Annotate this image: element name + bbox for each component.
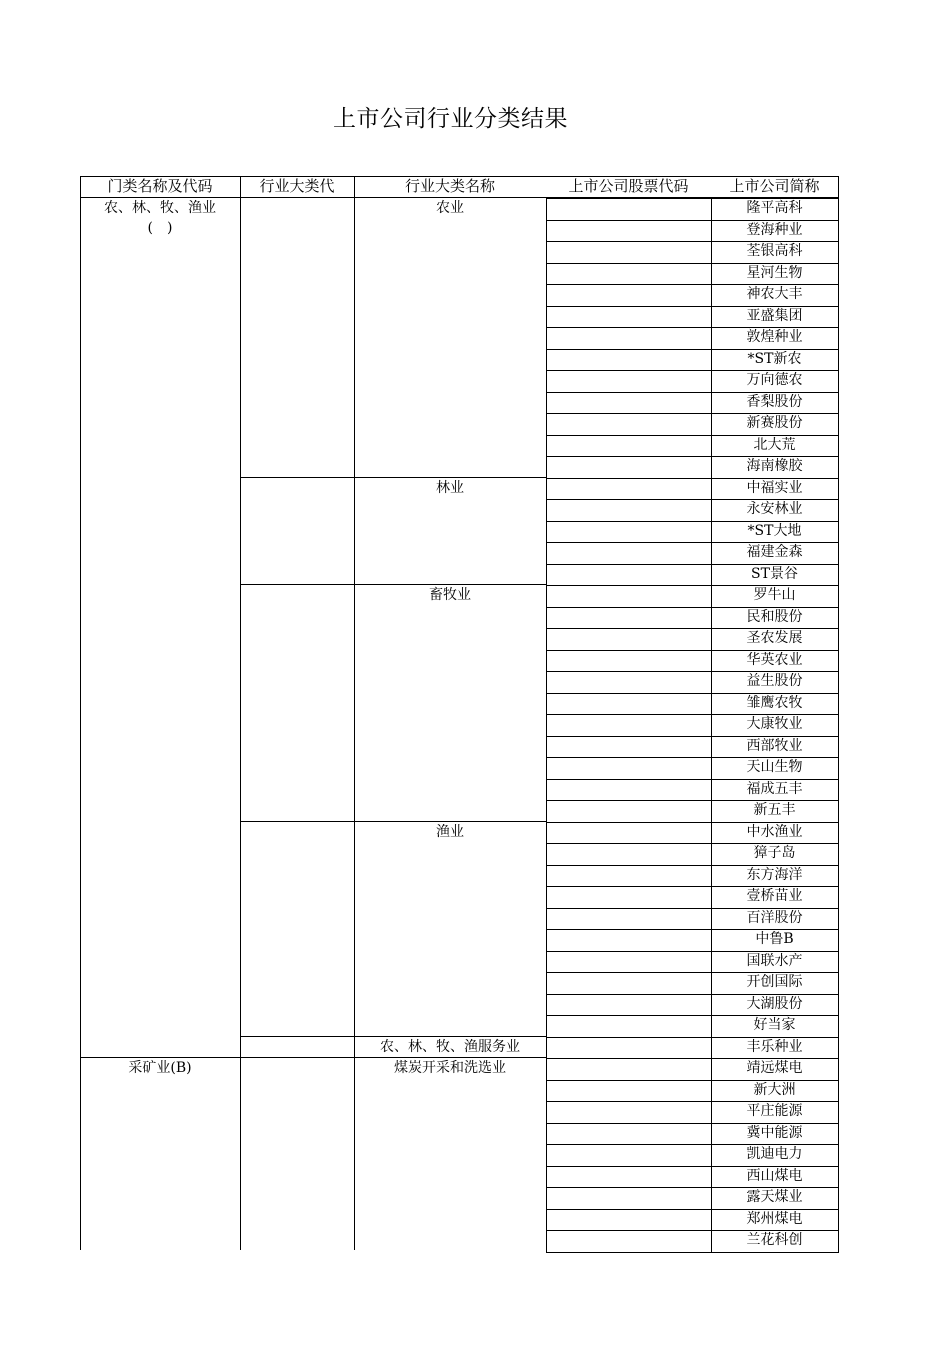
industry-name: 渔业 [436, 823, 464, 840]
industry-name: 煤炭开采和洗选业 [394, 1060, 506, 1076]
cell-border [838, 1123, 839, 1145]
cell-border [838, 757, 839, 779]
company-name: 永安林业 [746, 501, 803, 517]
cell-border [838, 886, 839, 908]
cell-border [546, 478, 547, 500]
row-border [546, 1252, 839, 1253]
company-name: 星河生物 [746, 264, 803, 281]
company-name: 圣农发展 [746, 630, 803, 646]
cell-border [546, 1080, 547, 1102]
cell-border [546, 1123, 547, 1145]
company-name: 百洋股份 [746, 909, 803, 926]
column-border [838, 176, 839, 198]
cell-border [838, 994, 839, 1016]
company-name: 獐子岛 [753, 845, 796, 861]
cell-border [546, 1209, 547, 1231]
cell-border [546, 929, 547, 951]
cell-border [838, 435, 839, 457]
company-name: 北大荒 [753, 436, 796, 453]
company-name: *ST新农 [747, 350, 802, 367]
cell-border [546, 370, 547, 392]
cell-border [546, 499, 547, 521]
cell-border [546, 521, 547, 543]
cell-border [838, 822, 839, 844]
industry-name: 农业 [436, 200, 464, 216]
company-name: 好当家 [753, 1017, 796, 1033]
company-name: 平庄能源 [746, 1103, 803, 1119]
cell-border [838, 1230, 839, 1252]
page-title: 上市公司行业分类结果 [333, 106, 568, 132]
cell-border [838, 1144, 839, 1166]
cell-border [546, 1230, 547, 1252]
cell-border [838, 1101, 839, 1123]
cell-border [546, 886, 547, 908]
cell-border [838, 671, 839, 693]
cell-border [546, 564, 547, 586]
cell-border [838, 714, 839, 736]
cell-border [838, 241, 839, 263]
cell-border [546, 306, 547, 328]
column-header: 行业大类代 [259, 177, 335, 195]
cell-border [838, 929, 839, 951]
cell-border [546, 1058, 547, 1080]
cell-border [546, 693, 547, 715]
column-header: 门类名称及代码 [107, 177, 213, 195]
cell-border [546, 392, 547, 414]
cell-border [546, 435, 547, 457]
cell-border [546, 241, 547, 263]
cell-border [546, 972, 547, 994]
company-name: 华英农业 [746, 651, 803, 668]
company-name: 福建金森 [746, 544, 803, 560]
cell-border [838, 607, 839, 629]
cell-border [546, 757, 547, 779]
company-name: 郑州煤电 [746, 1210, 803, 1227]
column-header: 上市公司股票代码 [568, 177, 689, 195]
cell-border [546, 327, 547, 349]
cell-border [838, 628, 839, 650]
company-name: 罗牛山 [753, 587, 796, 603]
cell-border [546, 951, 547, 973]
column-border [80, 176, 81, 1250]
cell-border [546, 865, 547, 887]
cell-border [838, 499, 839, 521]
company-name: 西部牧业 [746, 737, 803, 754]
cell-border [546, 1166, 547, 1188]
column-header: 上市公司简称 [729, 177, 820, 195]
company-name: 中福实业 [746, 479, 803, 496]
company-name: 神农大丰 [746, 286, 803, 302]
cell-border [838, 650, 839, 672]
company-name: *ST大地 [747, 522, 802, 539]
cell-border [838, 693, 839, 715]
cell-border [546, 542, 547, 564]
cell-border [546, 1144, 547, 1166]
cell-border [546, 456, 547, 478]
cell-border [546, 908, 547, 930]
cell-border [546, 607, 547, 629]
section-name: 采矿业(B) [128, 1060, 192, 1076]
cell-border [838, 198, 839, 220]
cell-border [838, 1080, 839, 1102]
industry-name: 畜牧业 [429, 587, 471, 603]
company-name: 壹桥苗业 [746, 888, 803, 904]
cell-border [838, 1187, 839, 1209]
cell-border [838, 413, 839, 435]
cell-border [838, 951, 839, 973]
company-name: 香梨股份 [746, 393, 803, 410]
cell-border [546, 994, 547, 1016]
column-border [240, 176, 241, 1250]
company-name: 福成五丰 [746, 780, 803, 797]
company-name: 天山生物 [746, 759, 803, 775]
company-name: 荃银高科 [746, 243, 803, 259]
cell-border [546, 822, 547, 844]
cell-border [546, 843, 547, 865]
company-name: 冀中能源 [746, 1124, 803, 1141]
cell-border [838, 865, 839, 887]
company-name: 新大洲 [753, 1081, 796, 1098]
cell-border [546, 198, 547, 220]
company-name: 敦煌种业 [746, 329, 803, 345]
cell-border [838, 564, 839, 586]
cell-border [546, 650, 547, 672]
industry-name: 农、林、牧、渔服务业 [380, 1038, 520, 1055]
cell-border [546, 585, 547, 607]
cell-border [838, 843, 839, 865]
cell-border [546, 1015, 547, 1037]
cell-border [838, 1037, 839, 1059]
cell-border [838, 1209, 839, 1231]
cell-border [546, 284, 547, 306]
section-name: 农、林、牧、渔业 [104, 200, 216, 216]
company-name: 隆平高科 [746, 200, 803, 216]
cell-border [838, 800, 839, 822]
company-name: 开创国际 [746, 974, 803, 990]
cell-border [838, 972, 839, 994]
cell-border [546, 779, 547, 801]
cell-border [838, 349, 839, 371]
cell-border [838, 585, 839, 607]
company-name: 海南橡胶 [746, 458, 803, 474]
cell-border [838, 542, 839, 564]
company-name: 雏鹰农牧 [746, 694, 803, 711]
cell-border [546, 1187, 547, 1209]
company-name: 中鲁B [755, 931, 794, 947]
company-name: 国联水产 [746, 952, 803, 969]
cell-border [838, 456, 839, 478]
company-name: 民和股份 [746, 608, 803, 625]
company-name: 登海种业 [746, 221, 803, 238]
company-name: 新五丰 [753, 802, 796, 818]
company-name: 中水渔业 [746, 823, 803, 840]
company-name: 兰花科创 [746, 1232, 803, 1248]
company-name: 亚盛集团 [746, 307, 803, 324]
cell-border [838, 327, 839, 349]
cell-border [838, 478, 839, 500]
company-name: 东方海洋 [746, 866, 803, 883]
cell-border [838, 306, 839, 328]
company-name: 西山煤电 [746, 1167, 803, 1184]
cell-border [838, 1015, 839, 1037]
cell-border [838, 263, 839, 285]
company-name: 靖远煤电 [746, 1060, 803, 1076]
cell-border [546, 349, 547, 371]
cell-border [546, 413, 547, 435]
cell-border [838, 1058, 839, 1080]
column-border [354, 176, 355, 1250]
cell-border [838, 908, 839, 930]
company-name: 大康牧业 [746, 716, 803, 732]
company-name: ST景谷 [751, 565, 798, 582]
cell-border [546, 220, 547, 242]
company-name: 万向德农 [746, 372, 803, 388]
cell-border [546, 1037, 547, 1059]
cell-border [838, 521, 839, 543]
cell-border [838, 392, 839, 414]
cell-border [546, 263, 547, 285]
cell-border [838, 370, 839, 392]
cell-border [546, 1101, 547, 1123]
section-code: ( ) [147, 220, 173, 236]
column-header: 行业大类名称 [404, 177, 495, 195]
company-name: 益生股份 [746, 673, 803, 689]
company-name: 丰乐种业 [746, 1038, 803, 1055]
cell-border [546, 671, 547, 693]
industry-name: 林业 [436, 479, 464, 496]
cell-border [838, 1166, 839, 1188]
cell-border [546, 736, 547, 758]
company-name: 新赛股份 [746, 415, 803, 431]
cell-border [546, 628, 547, 650]
cell-border [546, 714, 547, 736]
company-name: 露天煤业 [746, 1189, 803, 1205]
company-name: 凯迪电力 [746, 1146, 803, 1162]
cell-border [838, 284, 839, 306]
cell-border [838, 220, 839, 242]
cell-border [546, 800, 547, 822]
cell-border [838, 736, 839, 758]
company-name: 大湖股份 [746, 995, 803, 1012]
cell-border [838, 779, 839, 801]
